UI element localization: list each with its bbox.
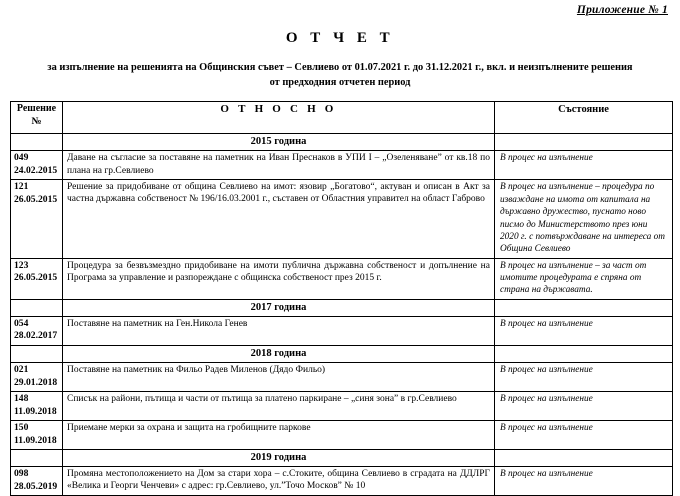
decision-id: 123 (14, 259, 29, 271)
year-label: 2019 година (63, 450, 495, 467)
column-header-number-line2: № (31, 115, 42, 127)
document-subtitle-line-2: от предходния отчетен период (269, 77, 411, 89)
decision-status: В процес на изпълнение (495, 151, 673, 180)
decision-number-cell (11, 258, 63, 299)
decisions-table (10, 101, 673, 496)
decision-subject: Процедура за безвъзмездно придобиване на имоти публична държавна собственост и допълнение на Програма за управление и разпореждане с общинска собственост през 2015 г. (63, 258, 495, 299)
table-body (11, 134, 673, 496)
year-label: 2018 година (63, 345, 495, 362)
table-row (11, 316, 673, 345)
page-title: О Т Ч Е Т (285, 30, 395, 46)
decision-status: В процес на изпълнение (495, 316, 673, 345)
annex-label: Приложение № 1 (576, 4, 668, 16)
decision-number-cell (11, 151, 63, 180)
decision-number-cell (11, 392, 63, 421)
year-row-status-spacer (495, 345, 673, 362)
year-separator-row (11, 134, 673, 151)
year-row-status-spacer (495, 134, 673, 151)
decision-id: 150 (14, 422, 29, 434)
year-row-status-spacer (495, 299, 673, 316)
decision-date: 26.05.2015 (14, 193, 58, 205)
decision-subject: Даване на съгласие за поставяне на паметник на Иван Преснаков в УПИ I – „Озеленяване” от кв.18 по плана на гр.Севлиево (63, 151, 495, 180)
decision-date: 28.05.2019 (14, 480, 58, 492)
decision-id: 021 (14, 364, 29, 376)
decision-id: 148 (14, 393, 29, 405)
decision-id: 121 (14, 181, 29, 193)
decision-date: 24.02.2015 (14, 164, 58, 176)
decision-date: 28.02.2017 (14, 330, 58, 342)
year-separator-row (11, 299, 673, 316)
table-row (11, 180, 673, 258)
decision-date: 26.05.2015 (14, 272, 58, 284)
decision-subject: Приемане мерки за охрана и защита на гробищните паркове (63, 421, 495, 450)
year-row-number-spacer (11, 450, 63, 467)
decision-subject: Поставяне на паметник на Фильо Радев Миленов (Дядо Фильо) (63, 363, 495, 392)
decision-subject: Поставяне на паметник на Ген.Никола Генев (63, 316, 495, 345)
table-row (11, 151, 673, 180)
year-row-number-spacer (11, 134, 63, 151)
decision-date: 29.01.2018 (14, 376, 58, 388)
decision-status: В процес на изпълнение – процедура по изваждане на имота от капитала на държавно дружество, пуснато ново писмо до Министерството през юни 2020 г. с потвърждаване на интереса от Община Севлиево (495, 180, 673, 258)
decision-number-cell (11, 363, 63, 392)
decision-status: В процес на изпълнение (495, 467, 673, 496)
table-row (11, 258, 673, 299)
document-subtitle-line-1: за изпълнение на решенията на Общинския съвет – Севлиево от 01.07.2021 г. до 31.12.2021 г., вкл. и неизпълнените решения (47, 62, 633, 73)
annex-header (0, 0, 680, 18)
decision-number-cell (11, 467, 63, 496)
decision-date: 11.09.2018 (14, 405, 57, 417)
decision-subject: Решение за придобиване от община Севлиево на имот: язовир „Богатово“, актуван и описан в Акт за частна държавна собственост № 196/16.03.2001 г., съставен от Областния управител на област Габрово (63, 180, 495, 258)
year-label: 2015 година (63, 134, 495, 151)
decision-id: 049 (14, 152, 29, 164)
year-row-status-spacer (495, 450, 673, 467)
table-header-row (11, 102, 673, 134)
year-row-number-spacer (11, 299, 63, 316)
decision-status: В процес на изпълнение (495, 421, 673, 450)
decision-number-cell (11, 421, 63, 450)
column-header-about: О Т Н О С Н О (63, 102, 495, 134)
table-row (11, 363, 673, 392)
decision-number-cell (11, 316, 63, 345)
table-row (11, 392, 673, 421)
year-row-number-spacer (11, 345, 63, 362)
decision-status: В процес на изпълнение (495, 363, 673, 392)
decision-date: 11.09.2018 (14, 434, 57, 446)
decision-status: В процес на изпълнение – за част от имотите процедурата е спряна от страна на държавата. (495, 258, 673, 299)
table-row (11, 421, 673, 450)
decision-number-cell (11, 180, 63, 258)
decision-subject: Промяна местоположението на Дом за стари хора – с.Стоките, община Севлиево в сградата на ДДЛРГ «Велика и Георги Ченчеви» с адрес: гр.Севлиево, ул.”Точо Москов” № 10 (63, 467, 495, 496)
column-header-number (11, 102, 63, 134)
decision-id: 054 (14, 317, 29, 329)
column-header-number-line1: Решение (16, 103, 57, 115)
decision-id: 098 (14, 468, 29, 480)
year-separator-row (11, 450, 673, 467)
column-header-status: Състояние (495, 102, 673, 134)
decision-subject: Списък на райони, пътища и части от пътища за платено паркиране – „синя зона” в гр.Севлиево (63, 392, 495, 421)
year-label: 2017 година (63, 299, 495, 316)
table-row (11, 467, 673, 496)
year-separator-row (11, 345, 673, 362)
decision-status: В процес на изпълнение (495, 392, 673, 421)
